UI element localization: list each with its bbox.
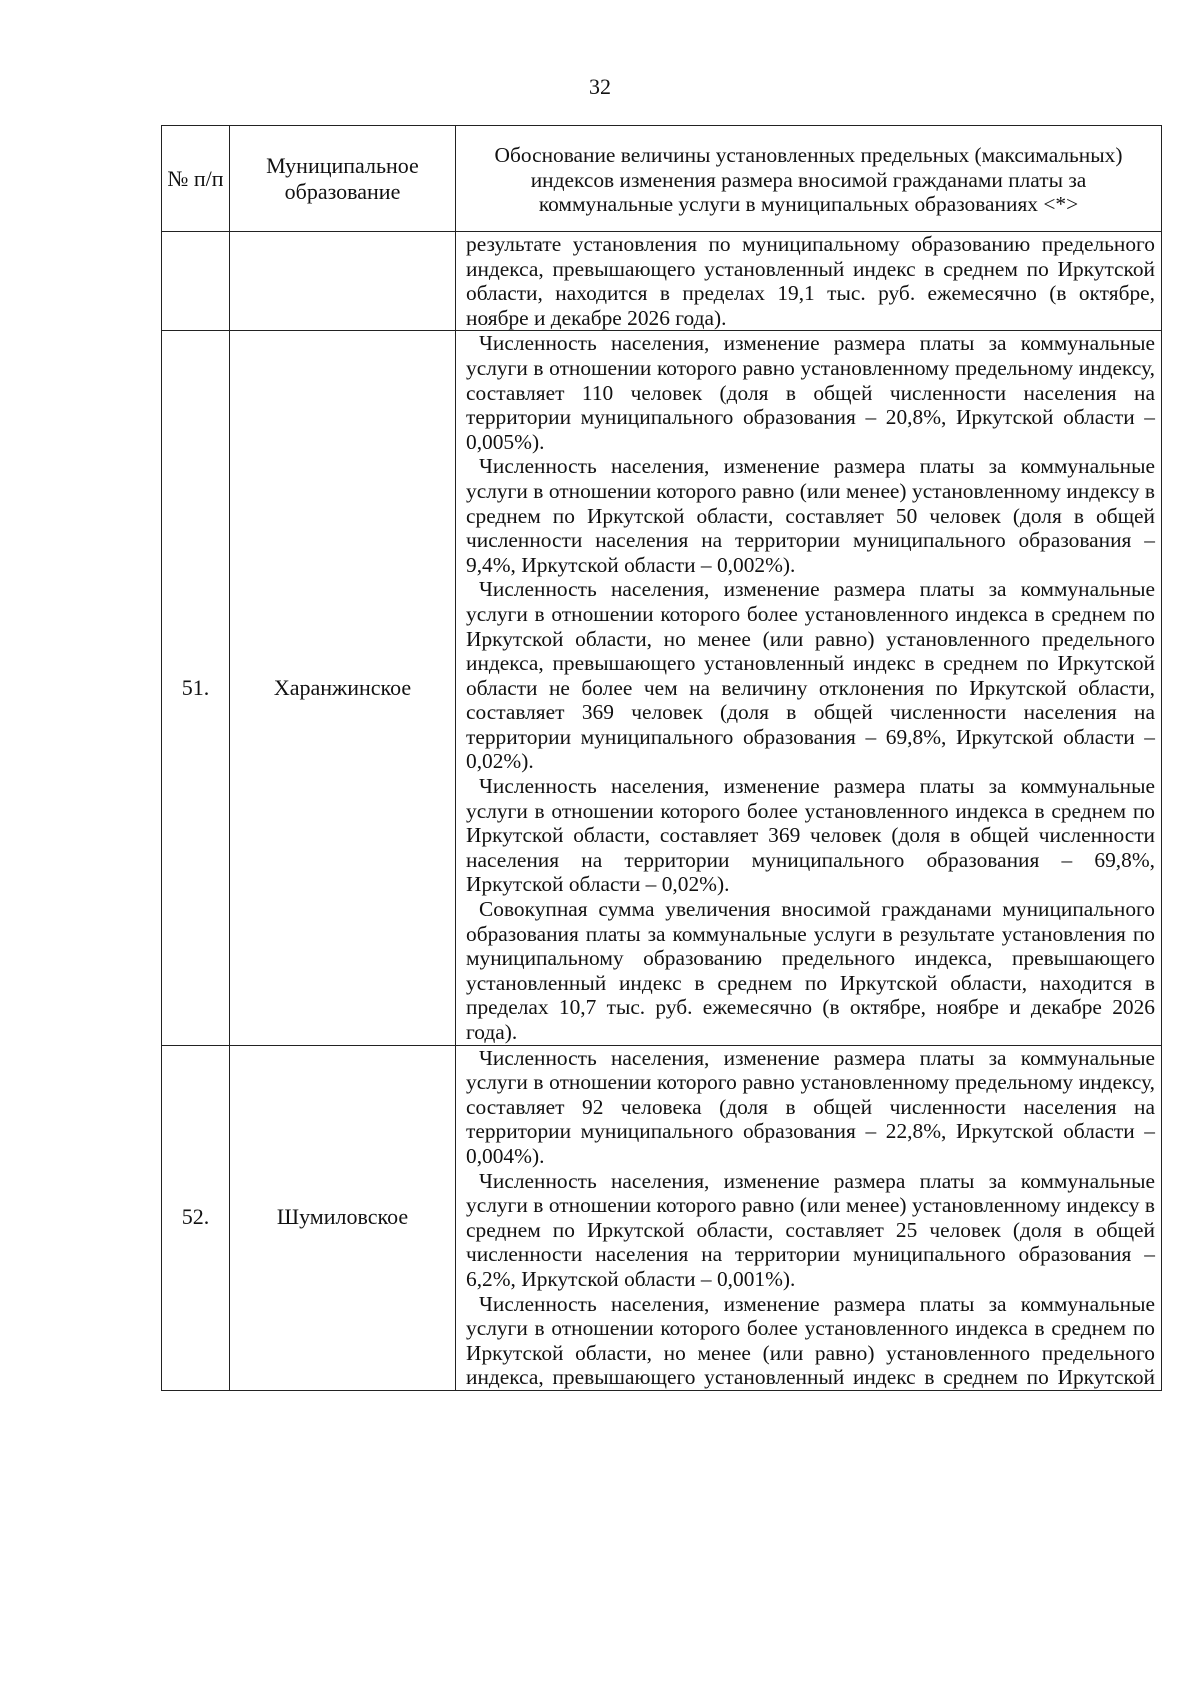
justification-paragraph: Численность населения, изменение размера платы за коммунальные услуги в отношении которого равно (или менее) установленному индексу в среднем по Иркутской области, составляет 50 человек (доля в общей численности населения на территории муниципального образования – 9,4%, Иркутской области – 0,002%).: [466, 454, 1155, 577]
table-row-52: [162, 1045, 1162, 1390]
justification-paragraph: Численность населения, изменение размера платы за коммунальные услуги в отношении которого равно (или менее) установленному индексу в среднем по Иркутской области, составляет 25 человек (доля в общей численности населения на территории муниципального образования – 6,2%, Иркутской области – 0,001%).: [466, 1168, 1155, 1291]
justification-paragraph: Численность населения, изменение размера платы за коммунальные услуги в отношении которого более установленного индекса в среднем по Иркутской области, составляет 369 человек (доля в общей численности населения на территории муниципального образования – 69,8%, Иркутской области – 0,02%).: [466, 774, 1155, 897]
row-municipality: [230, 232, 456, 331]
header-justification: Обоснование величины установленных предельных (максимальных) индексов изменения размера вносимой гражданами платы за коммунальные услуги в муниципальных образованиях <*>: [456, 126, 1162, 232]
justification-paragraph: Совокупная сумма увеличения вносимой гражданами муниципального образования платы за коммунальные услуги в результате установления по муниципальному образованию предельного индекса, превышающего установленный индекс в среднем по Иркутской области, находится в пределах 10,7 тыс. руб. ежемесячно (в октябре, ноябре и декабре 2026 года).: [466, 897, 1155, 1044]
municipal-index-table: [161, 125, 1162, 1391]
table-row-51: [162, 331, 1162, 1045]
header-number: № п/п: [162, 126, 230, 232]
row-number: 52.: [162, 1045, 230, 1390]
justification-paragraph: Численность населения, изменение размера платы за коммунальные услуги в отношении которого равно установленному предельному индексу, составляет 110 человек (доля в общей численности населения на территории муниципального образования – 20,8%, Иркутской области – 0,005%).: [466, 331, 1155, 454]
table-row-continued: [162, 232, 1162, 331]
justification-paragraph: Численность населения, изменение размера платы за коммунальные услуги в отношении которого равно установленному предельному индексу, составляет 92 человека (доля в общей численности населения на территории муниципального образования – 22,8%, Иркутской области – 0,004%).: [466, 1045, 1155, 1168]
header-municipality: Муниципальное образование: [230, 126, 456, 232]
page-number: 32: [589, 74, 611, 99]
row-municipality: Шумиловское: [230, 1045, 456, 1390]
justification-paragraph: Численность населения, изменение размера платы за коммунальные услуги в отношении которого более установленного индекса в среднем по Иркутской области, но менее (или равно) установленного предельного индекса, превышающего установленный индекс в среднем по Иркутской области не более чем на величину отклонения по Иркутской области, составляет 369 человек (доля в общей численности населения на территории муниципального образования – 69,8%, Иркутской области – 0,02%).: [466, 577, 1155, 774]
row-number: [162, 232, 230, 331]
row-municipality: Харанжинское: [230, 331, 456, 1045]
justification-paragraph: результате установления по муниципальному образованию предельного индекса, превышающего установленный индекс в среднем по Иркутской области, находится в пределах 19,1 тыс. руб. ежемесячно (в октябре, ноябре и декабре 2026 года).: [466, 232, 1155, 330]
justification-paragraph: Численность населения, изменение размера платы за коммунальные услуги в отношении которого более установленного индекса в среднем по Иркутской области, но менее (или равно) установленного предельного индекса, превышающего установленный индекс в среднем по Иркутской: [466, 1291, 1155, 1390]
table-header-row: [162, 126, 1162, 232]
row-justification: [456, 1045, 1162, 1390]
row-justification: [456, 331, 1162, 1045]
row-number: 51.: [162, 331, 230, 1045]
row-justification: [456, 232, 1162, 331]
